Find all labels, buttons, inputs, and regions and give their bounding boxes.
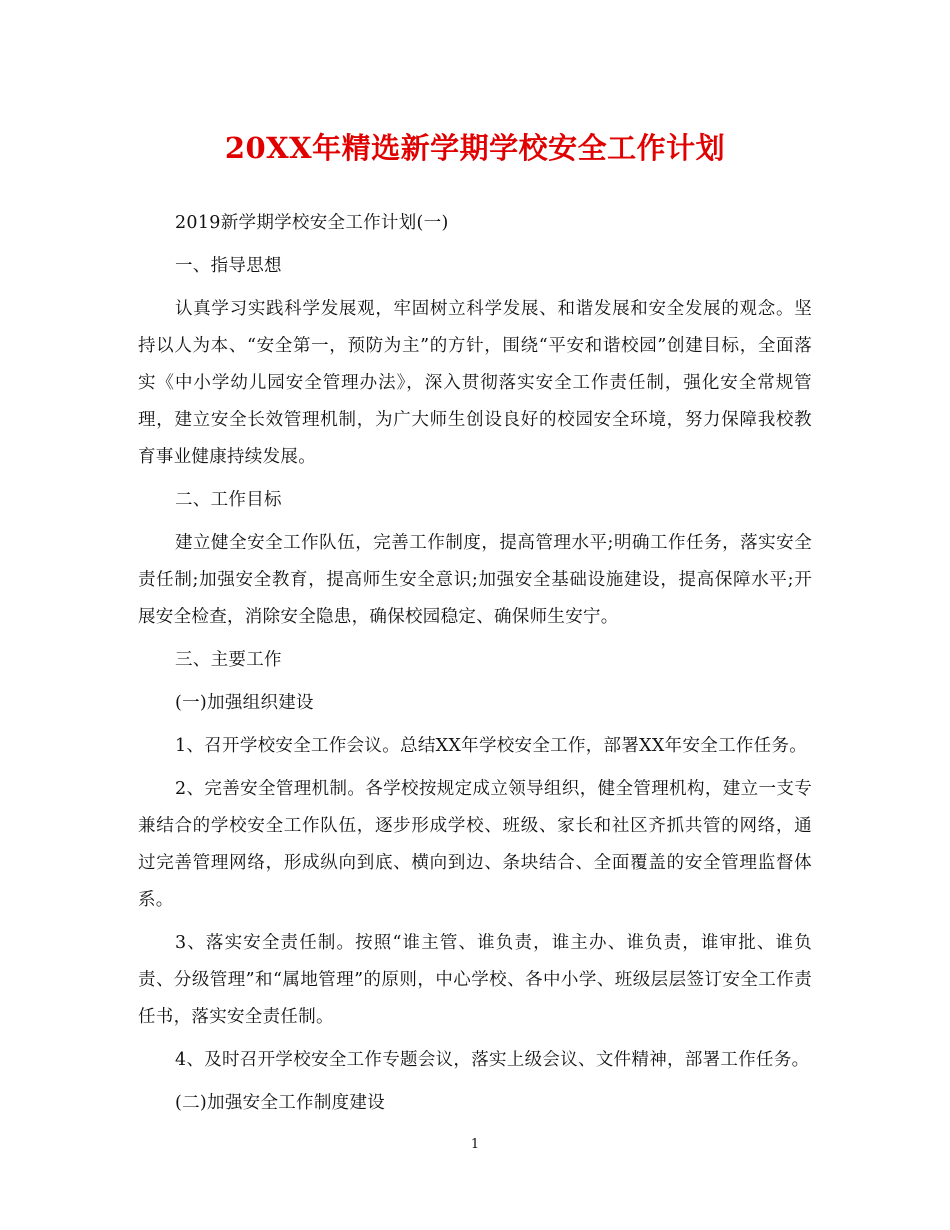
body-paragraph: 1、召开学校安全工作会议。总结XX年学校安全工作，部署XX年安全工作任务。 — [175, 736, 808, 756]
section-heading: 2019新学期学校安全工作计划(一) — [175, 213, 449, 233]
section-heading: 二、工作目标 — [175, 490, 282, 510]
body-paragraph: 2、完善安全管理机制。各学校按规定成立领导组织，健全管理机构，建立一支专兼结合的学校安全工作队伍，逐步形成学校、班级、家长和社区齐抓共管的网络，通过完善管理网络，形成纵向到底、横向到边、条块结合、全面覆盖的安全管理监督体系。 — [138, 779, 812, 910]
body-paragraph: 建立健全安全工作队伍，完善工作制度，提高管理水平;明确工作任务，落实安全责任制;加强安全教育，提高师生安全意识;加强安全基础设施建设，提高保障水平;开展安全检查，消除安全隐患，确保校园稳定、确保师生安宁。 — [138, 533, 812, 627]
section-heading: 一、指导思想 — [175, 256, 282, 276]
document-body — [138, 205, 812, 1128]
subsection-heading: (二)加强安全工作制度建设 — [175, 1093, 386, 1113]
subsection-heading: (一)加强组织建设 — [175, 693, 314, 713]
section-heading: 三、主要工作 — [175, 650, 282, 670]
body-paragraph: 4、及时召开学校安全工作专题会议，落实上级会议、文件精神，部署工作任务。 — [175, 1050, 810, 1070]
page-number: 1 — [470, 1137, 480, 1152]
body-paragraph: 认真学习实践科学发展观，牢固树立科学发展、和谐发展和安全发展的观念。坚持以人为本、“安全第一，预防为主”的方针，围绕“平安和谐校园”创建目标，全面落实《中小学幼儿园安全管理办法》，深入贯彻落实安全工作责任制，强化安全常规管理，建立安全长效管理机制，为广大师生创设良好的校园安全环境，努力保障我校教育事业健康持续发展。 — [138, 299, 812, 467]
document-title: 20XX年精选新学期学校安全工作计划 — [224, 131, 726, 165]
body-paragraph: 3、落实安全责任制。按照“谁主管、谁负责，谁主办、谁负责，谁审批、谁负责、分级管理”和“属地管理”的原则，中心学校、各中小学、班级层层签订安全工作责任书，落实安全责任制。 — [138, 933, 812, 1027]
